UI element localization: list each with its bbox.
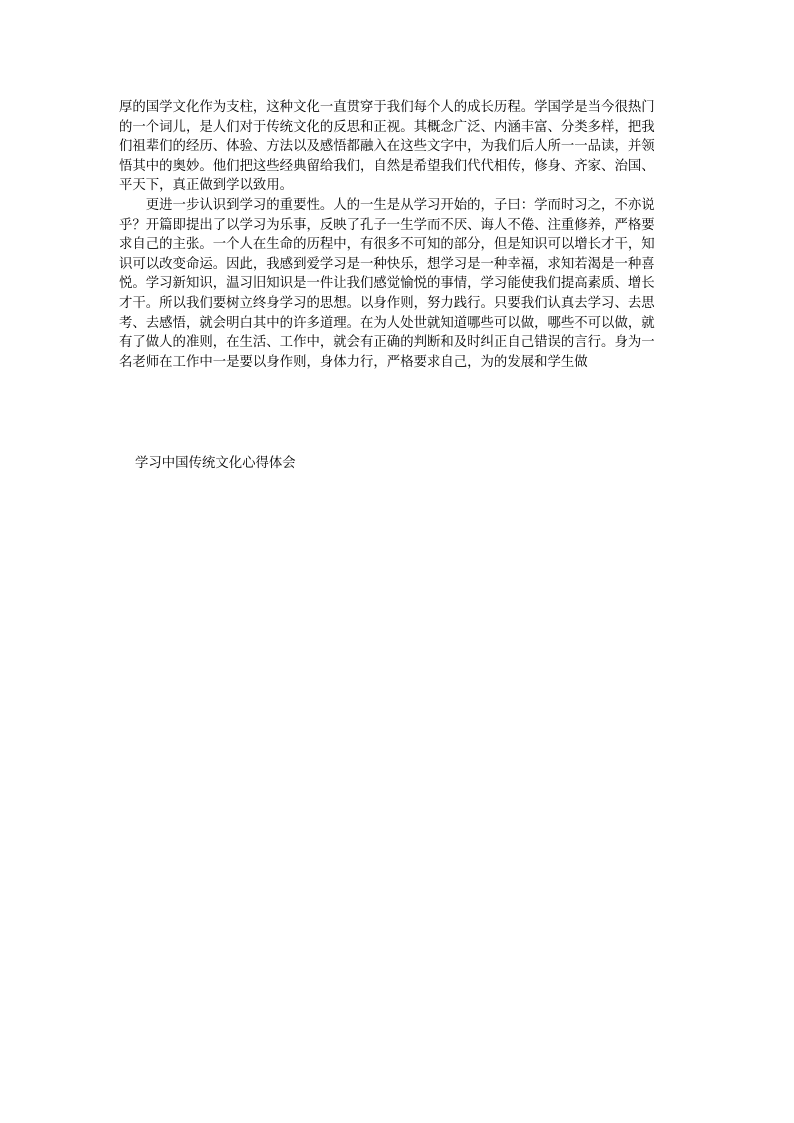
text-line: 识可以改变命运。因此，我感到爱学习是一种快乐，想学习是一种幸福，求知若渴是一种喜 bbox=[119, 256, 655, 272]
text-line: 考、去感悟，就会明白其中的许多道理。在为人处世就知道哪些可以做，哪些不可以做，就 bbox=[119, 315, 655, 331]
text-line: 名老师在工作中一是要以身作则，身体力行，严格要求自己，为的发展和学生做 bbox=[119, 354, 588, 370]
text-line: 乎？开篇即提出了以学习为乐事，反映了孔子一生学而不厌、诲人不倦、注重修养，严格要 bbox=[119, 217, 655, 233]
text-line: 厚的国学文化作为支柱，这种文化一直贯穿于我们每个人的成长历程。学国学是当今很热门 bbox=[119, 100, 655, 115]
text-line: 们祖辈们的经历、体验、方法以及感悟都融入在这些文字中，为我们后人所一一品读，并领 bbox=[119, 139, 655, 155]
text-line: 平天下，真正做到学以致用。 bbox=[119, 178, 294, 194]
text-line: 悟其中的奥妙。他们把这些经典留给我们，自然是希望我们代代相传，修身、齐家、治国、 bbox=[119, 158, 655, 174]
text-line: 求自己的主张。一个人在生命的历程中，有很多不可知的部分，但是知识可以增长才干，知 bbox=[119, 237, 655, 253]
essay-body bbox=[119, 98, 679, 372]
text-line: 更进一步认识到学习的重要性。人的一生是从学习开始的，子曰：学而时习之，不亦说 bbox=[119, 197, 655, 213]
text-line: 的一个词儿，是人们对于传统文化的反思和正视。其概念广泛、内涵丰富、分类多样，把我 bbox=[119, 119, 655, 135]
text-line: 才干。所以我们要树立终身学习的思想。以身作则，努力践行。只要我们认真去学习、去思 bbox=[119, 295, 655, 311]
text-line: 有了做人的准则，在生活、工作中，就会有正确的判断和及时纠正自己错误的言行。身为一 bbox=[119, 335, 655, 351]
section-heading: 学习中国传统文化心得体会 bbox=[135, 456, 296, 471]
text-line: 悦。学习新知识，温习旧知识是一件让我们感觉愉悦的事情，学习能使我们提高素质、增长 bbox=[119, 276, 655, 292]
